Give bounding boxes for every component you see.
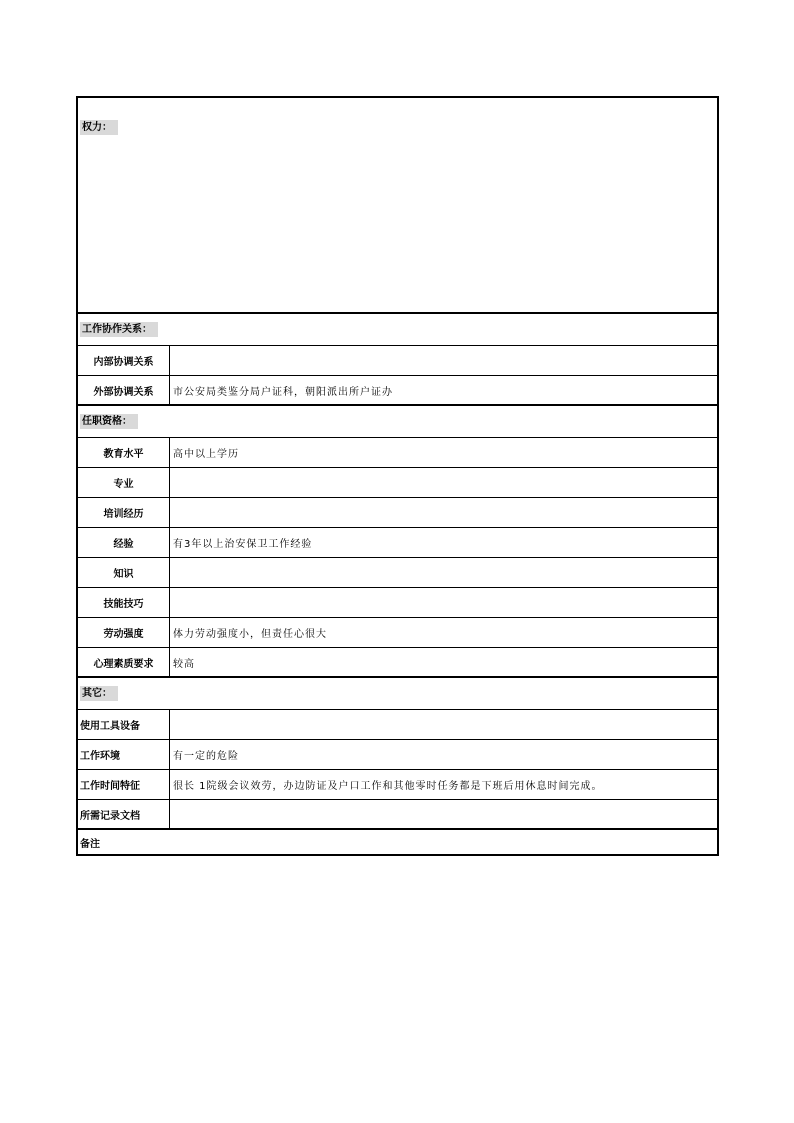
table-row-psychology bbox=[78, 648, 717, 678]
table-row-skills bbox=[78, 588, 717, 618]
row-label: 培训经历 bbox=[78, 498, 170, 527]
row-value: 高中以上学历 bbox=[173, 449, 239, 460]
table-row-work-hours bbox=[78, 770, 717, 800]
row-value bbox=[170, 588, 717, 617]
qualifications-header bbox=[78, 406, 717, 438]
row-label: 所需记录文档 bbox=[78, 800, 170, 828]
powers-section bbox=[78, 98, 717, 314]
table-row-knowledge bbox=[78, 558, 717, 588]
row-label: 技能技巧 bbox=[78, 588, 170, 617]
row-value bbox=[170, 558, 717, 587]
table-row-internal-coordination bbox=[78, 346, 717, 376]
row-label: 知识 bbox=[78, 558, 170, 587]
table-row-records bbox=[78, 800, 717, 830]
row-value: 较高 bbox=[173, 658, 195, 670]
table-row-labor-intensity bbox=[78, 618, 717, 648]
row-label: 心理素质要求 bbox=[78, 648, 170, 676]
row-value bbox=[170, 498, 717, 527]
row-value bbox=[170, 800, 717, 828]
job-description-table bbox=[76, 96, 719, 856]
note-label: 备注 bbox=[80, 838, 100, 850]
table-row-tools bbox=[78, 710, 717, 740]
collaboration-header-label: 工作协作关系： bbox=[80, 322, 158, 337]
table-row-major bbox=[78, 468, 717, 498]
row-label: 劳动强度 bbox=[78, 618, 170, 647]
row-value: 有3年以上治安保卫工作经验 bbox=[173, 539, 313, 550]
row-value bbox=[170, 468, 717, 497]
table-row-environment bbox=[78, 740, 717, 770]
table-row-education bbox=[78, 438, 717, 468]
row-value: 体力劳动强度小，但责任心很大 bbox=[173, 629, 327, 640]
table-row-training bbox=[78, 498, 717, 528]
table-row-external-coordination bbox=[78, 376, 717, 406]
row-value: 市公安局类鉴分局户证科，朝阳派出所户证办 bbox=[173, 386, 393, 398]
row-label: 内部协调关系 bbox=[78, 346, 170, 375]
table-row-experience bbox=[78, 528, 717, 558]
row-value: 很长 1院级会议效劳，办边防证及户口工作和其他零时任务都是下班后用休息时间完成。 bbox=[173, 781, 603, 792]
powers-label: 权力： bbox=[80, 120, 118, 135]
row-label: 使用工具设备 bbox=[78, 710, 170, 739]
row-label: 经验 bbox=[78, 528, 170, 557]
row-value bbox=[170, 710, 717, 739]
row-label: 外部协调关系 bbox=[78, 376, 170, 404]
other-header bbox=[78, 678, 717, 710]
row-label: 工作时间特征 bbox=[78, 770, 170, 799]
row-value: 有一定的危险 bbox=[173, 751, 239, 762]
row-label: 教育水平 bbox=[78, 438, 170, 467]
qualifications-header-label: 任职资格： bbox=[80, 414, 138, 429]
collaboration-header bbox=[78, 314, 717, 346]
row-label: 工作环境 bbox=[78, 740, 170, 769]
note-row bbox=[78, 830, 717, 854]
other-header-label: 其它： bbox=[80, 686, 118, 701]
row-value bbox=[170, 346, 717, 375]
row-label: 专业 bbox=[78, 468, 170, 497]
